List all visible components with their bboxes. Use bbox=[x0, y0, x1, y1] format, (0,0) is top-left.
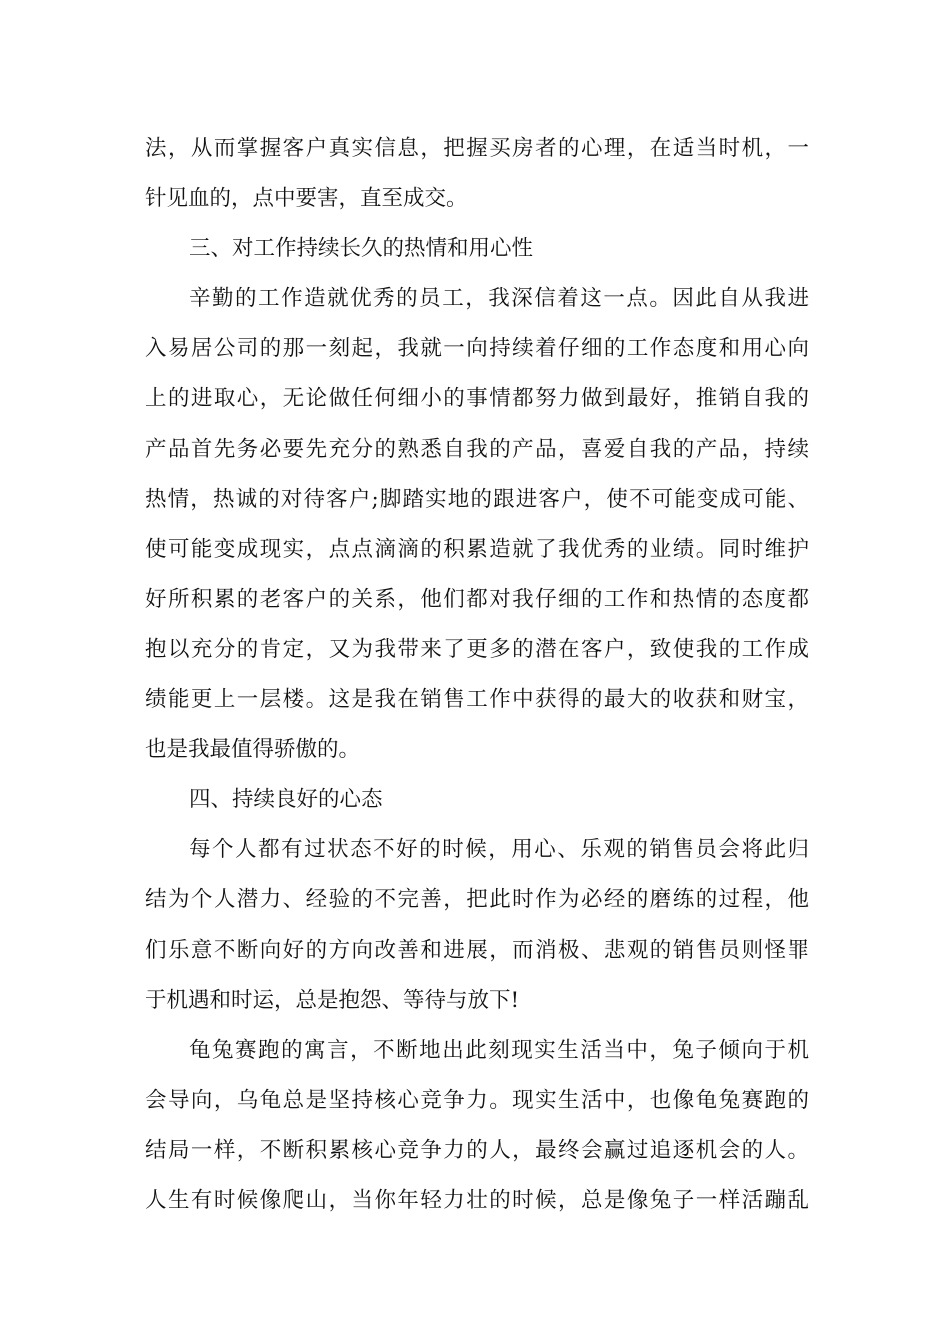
text-line: 上的进取心，无论做任何细小的事情都努力做到最好，推销自我的 bbox=[145, 386, 809, 412]
text-line: 入易居公司的那一刻起，我就一向持续着仔细的工作态度和用心向 bbox=[145, 336, 809, 362]
text-line: 法，从而掌握客户真实信息，把握买房者的心理，在适当时机，一 bbox=[145, 136, 809, 161]
section-heading-3 bbox=[145, 224, 809, 274]
text-line: 们乐意不断向好的方向改善和进展，而消极、悲观的销售员则怪罪 bbox=[145, 937, 809, 963]
text-line: 结为个人潜力、经验的不完善，把此时作为必经的磨练的过程，他 bbox=[145, 887, 809, 913]
text-line: 好所积累的老客户的关系，他们都对我仔细的工作和热情的态度都 bbox=[145, 586, 809, 612]
text-line: 每个人都有过状态不好的时候，用心、乐观的销售员会将此归 bbox=[189, 837, 809, 863]
paragraph-enthusiasm bbox=[145, 274, 809, 775]
text-line: 针见血的，点中要害，直至成交。 bbox=[145, 186, 468, 212]
paragraph-attitude bbox=[145, 825, 809, 1025]
text-line: 人生有时候像爬山，当你年轻力壮的时候，总是像兔子一样活蹦乱 bbox=[145, 1187, 809, 1213]
text-line: 龟兔赛跑的寓言，不断地出此刻现实生活当中，兔子倾向于机 bbox=[189, 1037, 809, 1063]
paragraph-continuation bbox=[145, 124, 809, 224]
text-line: 结局一样，不断积累核心竞争力的人，最终会赢过追逐机会的人。 bbox=[145, 1137, 809, 1163]
document-body bbox=[145, 124, 809, 1226]
paragraph-fable bbox=[145, 1026, 809, 1226]
text-line: 抱以充分的肯定，又为我带来了更多的潜在客户，致使我的工作成 bbox=[145, 636, 809, 662]
section-heading-4 bbox=[145, 775, 809, 825]
text-line: 也是我最值得骄傲的。 bbox=[145, 737, 361, 763]
text-line: 辛勤的工作造就优秀的员工，我深信着这一点。因此自从我进 bbox=[189, 286, 809, 312]
text-line: 会导向，乌龟总是坚持核心竞争力。现实生活中，也像龟兔赛跑的 bbox=[145, 1087, 809, 1113]
text-line: 绩能更上一层楼。这是我在销售工作中获得的最大的收获和财宝， bbox=[145, 687, 809, 713]
heading-line: 四、持续良好的心态 bbox=[189, 787, 383, 813]
text-line: 于机遇和时运，总是抱怨、等待与放下! bbox=[145, 987, 520, 1013]
text-line: 产品首先务必要先充分的熟悉自我的产品，喜爱自我的产品，持续 bbox=[145, 436, 809, 462]
text-line: 热情，热诚的对待客户;脚踏实地的跟进客户，使不可能变成可能、 bbox=[145, 486, 809, 512]
heading-line: 三、对工作持续长久的热情和用心性 bbox=[189, 236, 534, 262]
text-line: 使可能变成现实，点点滴滴的积累造就了我优秀的业绩。同时维护 bbox=[145, 536, 809, 562]
